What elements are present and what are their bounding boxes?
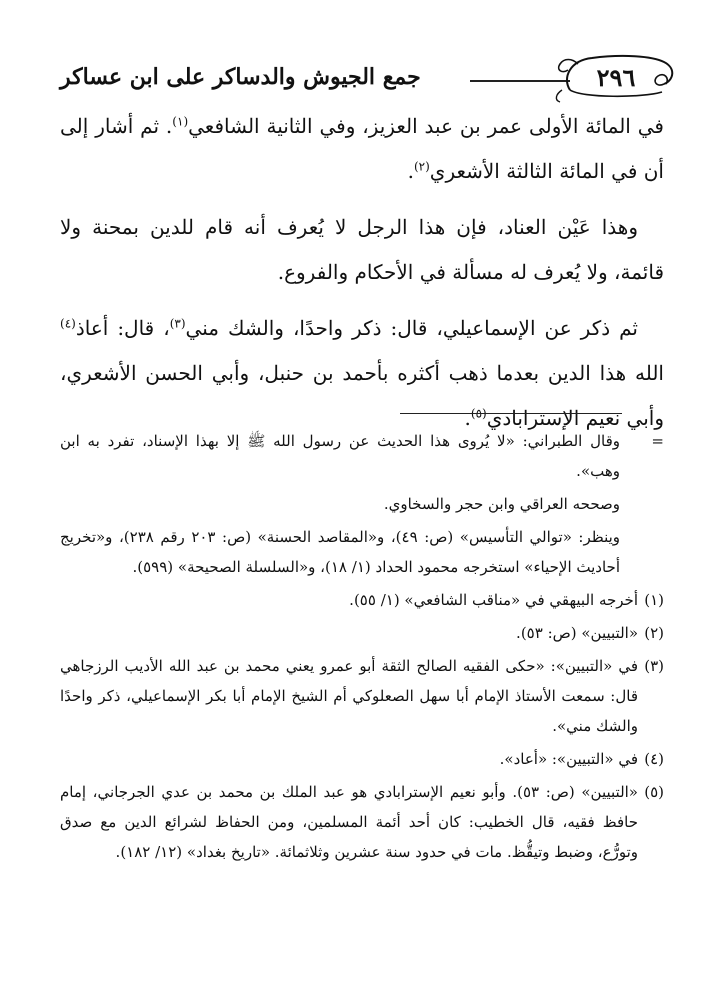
p3-text-a: ثم ذكر عن الإسماعيلي، قال: ذكر واحدًا، والشك مني [185,316,638,340]
footnote-4 [60,744,664,774]
footnote-3-number: (٣) [644,657,664,675]
footnote-2 [60,618,664,648]
footnote-continuation [60,426,664,582]
footnote-5-number: (٥) [644,783,664,801]
p3-text-c: الله هذا الدين بعدما ذهب أكثره بأحمد بن حنبل، وأبي الحسن الأشعري، وأبي نعيم الإسترابادي [60,361,664,430]
p3-text-b: ، قال: أعاذ [75,316,170,340]
footnote-3 [60,651,664,741]
footnote-ref-1[interactable]: (١) [172,114,189,129]
footnote-2-text: «التبيين» (ص: ٥٣). [516,624,638,642]
p1-text-b: . ثم أشار إلى أن في المائة الثالثة الأشعري [60,114,664,183]
continuation-line-1: وقال الطبراني: «لا يُروى هذا الحديث عن رسول الله ﷺ إلا بهذا الإسناد، تفرد به ابن وهب». [60,432,620,480]
footnote-ref-4[interactable]: (٤) [60,316,76,331]
footnote-1 [60,585,664,615]
footnote-3-text: في «التبيين»: «حكى الفقيه الصالح الثقة أبو عمرو يعني محمد بن عبد الله الأديب الرزجاهي قال: سمعت الأستاذ الإمام أبا سهل الصعلوكي أم الشيخ الإمام أبا بكر الإسماعيلي، ذكر واحدًا والشك مني». [60,657,638,735]
page-number: ٢٩٦ [596,63,636,92]
continuation-line-3: وينظر: «توالي التأسيس» (ص: ٤٩)، و«المقاصد الحسنة» (ص: ٢٠٣ رقم ٢٣٨)، و«تخريج أحاديث الإحياء» استخرجه محمود الحداد (١/ ١٨)، و«السلسلة الصحيحة» (٥٩٩). [60,528,621,576]
footnote-separator [400,413,622,414]
paragraph-2: وهذا عَيْن العناد، فإن هذا الرجل لا يُعرف أنه قام للدين بمحنة ولا قائمة، ولا يُعرف له مسألة في الأحكام والفروع. [60,215,664,284]
footnote-ref-3[interactable]: (٣) [169,316,186,331]
page-header [40,50,680,106]
footnote-ref-5[interactable]: (٥) [470,406,487,421]
paragraph-1 [60,104,664,194]
footnote-4-text: في «التبيين»: «أعاد». [499,750,638,768]
footnote-5-text: «التبيين» (ص: ٥٣). وأبو نعيم الإسترابادي هو عبد الملك بن محمد بن عدي الجرجاني، إمام حافظ فقيه، قال الخطيب: كان أحد أئمة المسلمين، ومن الحفاظ لشرائع الدين مع صدق وتورُّع، وضبط وتيقُّظ. مات في حدود سنة عشرين وثلاثمائة. «تاريخ بغداد» (١٢/ ١٨٢). [60,783,638,861]
continuation-marker: = [651,432,664,450]
footnote-5 [60,777,664,867]
footnotes [60,426,664,870]
p1-text-a: في المائة الأولى عمر بن عبد العزيز، وفي الثانية الشافعي [188,114,664,138]
footnote-ref-2[interactable]: (٢) [413,159,430,174]
main-text [60,104,664,452]
footnote-1-text: أخرجه البيهقي في «مناقب الشافعي» (١/ ٥٥). [349,591,638,609]
paragraph-3 [60,306,664,441]
footnote-4-number: (٤) [644,750,664,768]
footnote-1-number: (١) [644,591,664,609]
running-title: جمع الجيوش والدساكر على ابن عساكر [60,64,421,90]
footnote-2-number: (٢) [644,624,664,642]
p1-text-c: . [407,159,414,183]
p3-text-d: . [464,406,471,430]
continuation-line-2: وصححه العراقي وابن حجر والسخاوي. [383,495,620,513]
